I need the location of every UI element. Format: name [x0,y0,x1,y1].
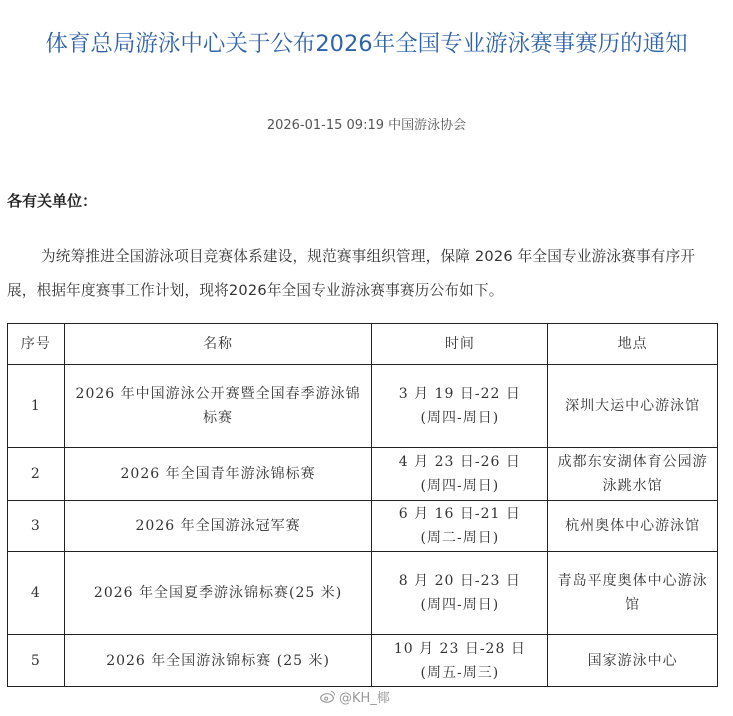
time-range: 3 月 19 日-22 日 [398,386,521,402]
addressee: 各有关单位： [7,192,98,210]
cell-place: 成都东安湖体育公园游泳跳水馆 [548,448,718,501]
article-title: 体育总局游泳中心关于公布2026年全国专业游泳赛事赛历的通知 [45,31,688,57]
cell-time [372,552,548,635]
time-range: 4 月 23 日-26 日 [398,454,521,470]
cell-time [372,501,548,552]
intro-paragraph: 为统筹推进全国游泳项目竞赛体系建设，规范赛事组织管理，保障 2026 年全国专业游泳赛事有序开展，根据年度赛事工作计划，现将2026年全国专业游泳赛事赛历公布如下。 [7,248,696,299]
header-no: 序号 [8,324,65,365]
cell-no: 5 [8,635,65,687]
header-place: 地点 [548,324,718,365]
time-weekdays: (周五-周三) [420,664,500,681]
cell-place: 杭州奥体中心游泳馆 [548,501,718,552]
article-meta [0,114,733,133]
cell-no: 4 [8,552,65,635]
cell-place: 深圳大运中心游泳馆 [548,365,718,448]
time-range: 6 月 16 日-21 日 [398,506,521,522]
cell-no: 3 [8,501,65,552]
cell-name: 2026 年中国游泳公开赛暨全国春季游泳锦标赛 [64,365,372,448]
cell-no: 1 [8,365,65,448]
table-row [8,365,718,448]
time-range: 10 月 23 日-28 日 [393,640,526,657]
table-row [8,448,718,501]
publish-source: 中国游泳协会 [388,118,467,133]
cell-no: 2 [8,448,65,501]
cell-place: 国家游泳中心 [548,635,718,687]
schedule-table [7,323,718,687]
table-header-row [8,324,718,365]
time-weekdays: (周四-周日) [420,410,500,426]
cell-time [372,635,548,687]
watermark-text: @KH_椰 [339,691,390,706]
cell-time [372,365,548,448]
time-weekdays: (周二-周日) [420,530,500,546]
watermark [320,687,390,706]
publish-date: 2026-01-15 09:19 [266,118,384,133]
weibo-icon [320,690,336,703]
cell-name: 2026 年全国青年游泳锦标赛 [64,448,372,501]
time-weekdays: (周四-周日) [420,597,500,613]
time-weekdays: (周四-周日) [420,478,500,494]
cell-time [372,448,548,501]
table-row [8,501,718,552]
cell-name: 2026 年全国夏季游泳锦标赛(25 米) [64,552,372,635]
cell-place: 青岛平度奥体中心游泳馆 [548,552,718,635]
header-name: 名称 [64,324,372,365]
header-time: 时间 [372,324,548,365]
table-row [8,635,718,687]
cell-name: 2026 年全国游泳锦标赛 (25 米) [64,635,372,687]
table-row [8,552,718,635]
cell-name: 2026 年全国游泳冠军赛 [64,501,372,552]
time-range: 8 月 20 日-23 日 [398,573,521,589]
